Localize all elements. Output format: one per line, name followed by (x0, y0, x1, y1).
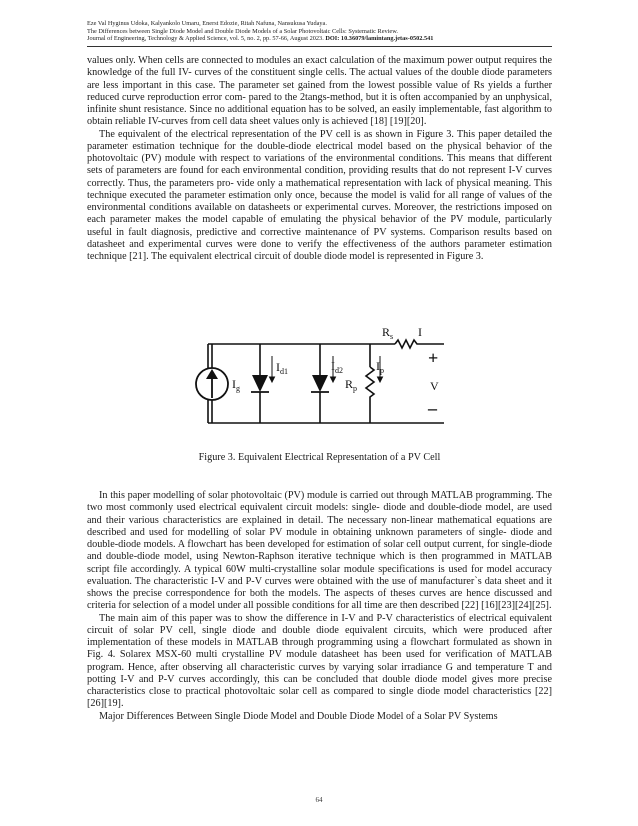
paragraph: The equivalent of the electrical representation of the PV cell is as shown in Figure 3. This paper detailed the parameter estimation technique for the double-diode electrical model based on the physical behavior of the photovoltaic (PV) module with respect to variations of the environmental conditions. This means that different sets of parameters are found for each environmental condition, providing results that do not represent I-V curves correctly. Thus, the parameters pro- vide only a mathematical representation with lack of physical meaning. This technique executed the parameter estimation only once, because the model is valid for all range of values of the environmental conditions available on datasheets or experimental curves. Moreover, the restrictions imposed on each parameter makes the model capable of emulating the physical behavior of the PV module, particularly useful in fault diagnosis, predictive and corrective maintenance of PV systems. Comparison results based on datasheet and experimental curves were done to verify the effectiveness of the authors parameter estimation technique [21]. The equivalent electrical circuit of double diode model is represented in Figure 3. (87, 128, 552, 262)
body-text-bottom (87, 490, 552, 723)
body-text-top (87, 55, 552, 263)
section-heading: Major Differences Between Single Diode Model and Double Diode Model of a Solar PV Systems (99, 710, 498, 722)
label-minus: – (428, 398, 437, 418)
label-id2: $I_{d2}$ (331, 359, 343, 375)
paragraph: The main aim of this paper was to show the difference in I-V and P-V characteristics of electrical equivalent circuit of solar PV cell, single diode and double diode equivalent circuits, which were produced after implementation of these models in MATLAB through programming using a flowchart formulated as shown in Fig. 4. Solarex MSX-60 multi crystalline PV module datasheet has been used for verification of MATLAB program. Hence, after observing all characteristic curves by varying solar irradiance G and temperature T and potting I-V and P-V curves accordingly, this can be concluded that double diode model gives more precise characteristics close to practical photovoltaic solar cell as compared to single diode model characteristics [22] [26][19]. (87, 612, 552, 710)
header-rule (87, 46, 552, 47)
header-journal (87, 35, 557, 43)
running-header (87, 20, 557, 43)
header-journal-ref: Journal of Engineering, Technology & Applied Science, vol. 5, no. 2, pp. 57-66, August 2023. (87, 35, 324, 43)
diode-1-symbol (252, 375, 268, 392)
label-ip: $I_p$ (376, 359, 384, 375)
label-output-current: I (418, 325, 422, 339)
figure-caption: Figure 3. Equivalent Electrical Representation of a PV Cell (198, 452, 441, 463)
paragraph: values only. When cells are connected to modules an exact calculation of the maximum power output requires the knowledge of the full IV- curves of the constituent single cells. The actual values of the double diode parameters are less important in this case. The parameter set gained from the lowest possible value of Rs yields a further reduced curve reproduction error com- pared to the 2tangs-method, but it is often accompanied by an unphysical, infinite shunt resistance. Since no additional equation has to be solved, an easily implementable, fast algorithm to obtain reliable IV-curves from cell data sheet values only is achieved [18] [19][20]. (87, 55, 552, 128)
paragraph: In this paper modelling of solar photovoltaic (PV) module is carried out through MATLAB programming. The two most commonly used electrical equivalent circuit models: single- diode and double-diode model, are used and their various characteristics are explained in detail. The necessary non-linear mathematical equations are described and used for modelling of solar PV module in obtaining unknown parameters of single- diode and double-diode models. A flowchart has been developed for estimation of solar cell output current, for single-diode and double-diode model, using Newton-Raphson iterative technique which is then programmed in MATLAB script file accordingly. A typical 60W multi-crystalline solar module specifications is used for model accuracy evaluation. The characteristic I-V and P-V curves were obtained with the use of manufacturer`s data sheet and it shows the precise correspondence for both the models. The aspects of theses curves are hence discussed and criteria for selection of a model under all possible conditions for all time are then described [22] [16][23][24][25]. (87, 490, 552, 612)
header-title: The Differences between Single Diode Model and Double Diode Models of a Solar Photovoltaic Cells: Systematic Review. (87, 27, 398, 35)
figure-3-circuit (190, 322, 452, 450)
label-voltage: V (430, 379, 439, 393)
page-number: 64 (315, 796, 323, 804)
label-ig: $I_g$ (232, 377, 240, 393)
header-authors: Eze Val Hyginus Udoka, Kalyankolo Umaru, Enerst Edozie, Ritah Nafuna, Nansukusa Yudaya. (87, 20, 327, 27)
label-rs: $R_s$ (382, 325, 394, 341)
shunt-resistor-symbol (366, 367, 374, 400)
header-doi: DOI: 10.36079/lamintang.jetas-0502.541 (325, 35, 434, 43)
label-plus: + (428, 348, 439, 368)
diode-2-symbol (312, 375, 328, 392)
circuit-diagram (190, 322, 452, 450)
label-id1: $I_{d1}$ (276, 360, 288, 376)
label-rp: $R_p$ (345, 377, 358, 393)
series-resistor-symbol (395, 340, 419, 348)
